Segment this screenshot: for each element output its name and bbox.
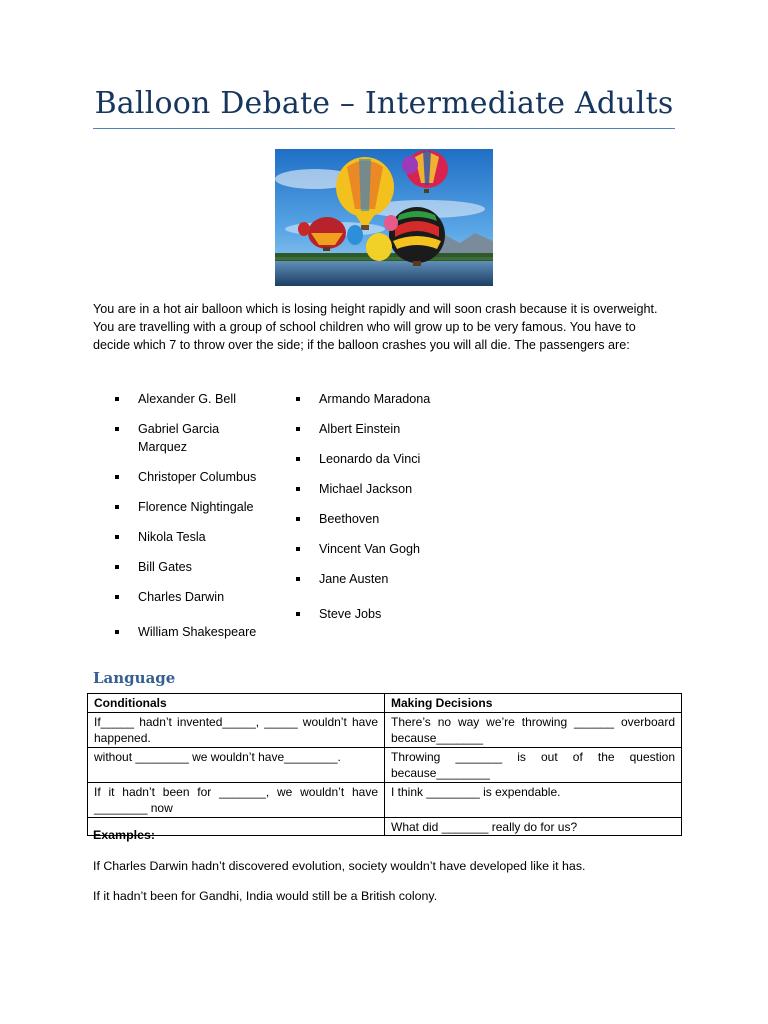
- bullet-icon: [115, 505, 119, 509]
- header-making-decisions: Making Decisions: [385, 694, 682, 713]
- bullet-icon: [296, 487, 300, 491]
- example-sentence: If Charles Darwin hadn’t discovered evolution, society wouldn’t have developed like it has.: [93, 859, 586, 873]
- bullet-icon: [296, 397, 300, 401]
- bullet-icon: [296, 612, 300, 616]
- language-heading: Language: [93, 669, 176, 687]
- intro-paragraph: You are in a hot air balloon which is losing height rapidly and will soon crash because it is overweight. You are travelling with a group of school children who will grow up to be very famous. You have to decide which 7 to throw over the side; if the balloon crashes you will all die. The passengers are:: [93, 302, 658, 352]
- table-row: [88, 747, 682, 782]
- example-sentence: If it hadn’t been for Gandhi, India would still be a British colony.: [93, 889, 438, 903]
- bullet-icon: [115, 630, 119, 634]
- table-row: [88, 817, 682, 836]
- bullet-icon: [296, 427, 300, 431]
- bullet-icon: [296, 577, 300, 581]
- table-cell: If_____ hadn’t invented_____, _____ wouldn’t have happened.: [88, 712, 385, 747]
- bullet-icon: [296, 457, 300, 461]
- title-underline: [93, 128, 675, 129]
- examples-label: Examples:: [93, 828, 155, 842]
- bullet-icon: [115, 535, 119, 539]
- table-cell: without ________ we wouldn’t have________.: [88, 747, 385, 782]
- table-header-row: [88, 694, 682, 713]
- bullet-icon: [296, 547, 300, 551]
- bullet-icon: [115, 565, 119, 569]
- language-table: [87, 693, 682, 836]
- bullet-icon: [296, 517, 300, 521]
- page-title: Balloon Debate – Intermediate Adults: [94, 86, 674, 121]
- table-cell: What did _______ really do for us?: [385, 817, 682, 836]
- header-conditionals: Conditionals: [88, 694, 385, 713]
- hot-air-balloons-photo: [275, 149, 493, 286]
- table-cell: I think ________ is expendable.: [385, 782, 682, 817]
- bullet-icon: [115, 595, 119, 599]
- table-cell: Throwing _______ is out of the question because________: [385, 747, 682, 782]
- bullet-icon: [115, 427, 119, 431]
- table-cell: If it hadn’t been for _______, we wouldn’t have ________ now: [88, 782, 385, 817]
- bullet-icon: [115, 475, 119, 479]
- table-row: [88, 712, 682, 747]
- table-row: [88, 782, 682, 817]
- table-cell: There’s no way we’re throwing ______ overboard because_______: [385, 712, 682, 747]
- bullet-icon: [115, 397, 119, 401]
